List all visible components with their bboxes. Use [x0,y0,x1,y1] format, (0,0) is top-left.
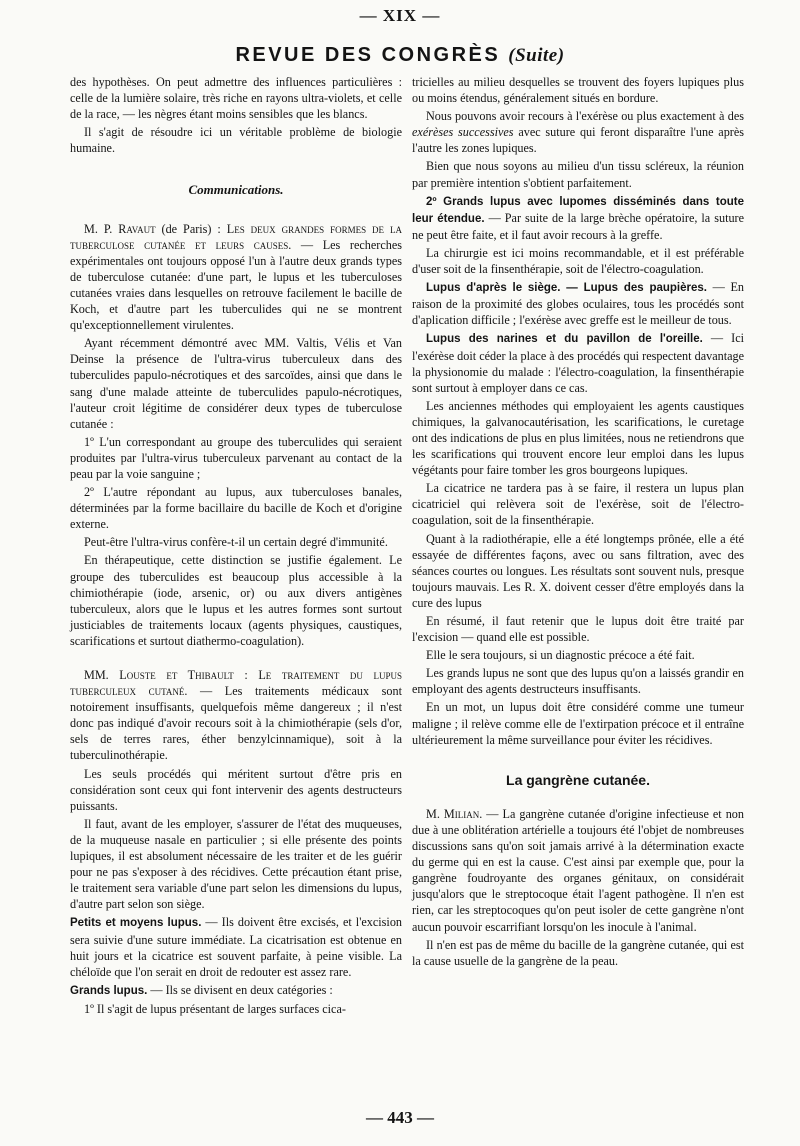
paragraph: Peut-être l'ultra-virus confère-t-il un certain degré d'immunité. [84,535,388,550]
lupus-siege-paragraph [412,279,744,328]
section-title-suffix: (Suite) [508,45,565,66]
communications-heading: Communications. [188,182,284,198]
subheading-label: Petits et moyens lupus. [70,917,202,930]
paragraph-text: Nous pouvons avoir recours à l'exérèse ou plus exactement à des [426,109,744,124]
author-name: MM. Louste et Thibault : [84,668,248,682]
paragraph: Quant à la radiothérapie, elle a été longtemps prônée, elle a été essayée de différentes façons, avec ou sans filtration, avec des séances courtes ou longues. Les résultats sont souvent nuls, presque toujours mauvais. Les R. X. doivent cesser d'être employés dans la cure des lupus [412,531,744,610]
paragraph: tricielles au milieu desquelles se trouvent des foyers lupiques plus ou moins étendus, généralement situés en bordure. [412,75,744,106]
paragraph: Les seuls procédés qui méritent surtout d'être pris en considération sont ceux qui font intervenir des agents destructeurs puissants. [70,766,402,813]
gangrene-heading: La gangrène cutanée. [506,771,650,788]
emphasis-text: exérèses successives [412,125,514,140]
page-folio: — 443 — [366,1108,434,1127]
paragraph: Les grands lupus ne sont que des lupus qu'on a laissés grandir en employant des agents destructeurs insuffisants. [412,666,744,697]
ravaut-paragraph [70,221,402,334]
milian-paragraph [412,806,744,935]
section-title-text: REVUE DES CONGRÈS [235,44,501,66]
subheading-label: Lupus des narines et du pavillon de l'oreille. [426,333,703,346]
paragraph-text: — Ils se divisent en deux catégories : [150,982,333,997]
paragraph: 1º Il s'agit de lupus présentant de larges surfaces cica- [84,1001,346,1016]
louste-paragraph [70,667,402,764]
paragraph: Les anciennes méthodes qui employaient les agents caustiques chimiques, la galvanocautérisation, les scarifications, le curetage ont des indications de plus en plus limitées, nous ne retiendrons que les scarifications qui trouvent encore leur emploi dans les lupus végétants pour faire tomber les gros bourgeons lupiques. [412,398,744,478]
grands-lupus-paragraph [70,982,402,999]
journal-section-title [0,44,800,67]
paragraph-text: avec suture qui feront disparaître l'une après l'autre les zones lupiques. [412,125,745,156]
petits-lupus-paragraph [70,914,402,979]
right-column [412,74,744,971]
left-column [70,74,402,1019]
communication-text: — Les traitements médicaux sont notoirement insuffisants, quelquefois même dangereux ; il n'est donc pas indiqué d'avoir recours soit à la chimiothérapie (sels d'or, sels de terres rares, éther benzylcinnamique), soit à la tuberculinothérapie. [70,684,403,763]
author-name: M. Milian. [426,806,483,821]
paragraph: La cicatrice ne tardera pas à se faire, il restera un lupus plan cicatriciel qui relèvera soit de l'exérèse, soit de l'électro-coagulation, soit de la finsenthérapie. [412,481,744,528]
subheading-label: 2º Grands lupus avec lupomes disséminés dans toute leur étendue. [412,195,744,225]
paragraph: En résumé, il faut retenir que le lupus doit être traité par l'excision — quand elle est possible. [412,614,744,645]
page-number-roman: — XIX — [359,6,441,25]
paragraph: Il n'en est pas de même du bacille de la gangrène cutanée, qui est la cause usuelle de la gangrène de la peau. [412,937,744,968]
paragraph: des hypothèses. On peut admettre des influences particulières : celle de la lumière solaire, très riche en rayons ultra-violets, et celle de la race, — les nègres étant moins sensibles que les blancs. [70,75,402,122]
spacer [70,651,402,667]
paragraph: Ayant récemment démontré avec MM. Valtis, Vélis et Van Deinse la présence de l'ultra-virus tuberculeux dans des tuberculides papulo-nécrotiques et des sarcoïdes, ainsi que dans le sang d'une malade atteinte de tuberculides papulo-nécrotiques, l'auteur croit légitime de considérer deux types de tuberculose cutanée : [70,336,402,431]
communication-text: — La gangrène cutanée d'origine infectieuse et non due à une oblitération artérielle a toujours été l'objet de nombreuses discussions sans qu'on soit jamais arrivé à la détermination exacte du germe qui en est la cause. C'est ainsi par exemple que, pour la gangrène foudroyante des organes génitaux, on considérait jusqu'alors que le streptocoque était l'agent pathogène. Il n'en est rien, car les streptocoques qu'on peut isoler de cette gangrène n'ont aucun pouvoir escarrifiant lorsqu'on les inocule à l'animal. [412,806,744,934]
paragraph: Bien que nous soyons au milieu d'un tissu scléreux, la réunion par première intention s'obtient parfaitement. [412,159,744,190]
paragraph-text: — Ils doivent être excisés, et l'excision sera suivie d'une suture immédiate. La cicatrisation est obtenue en huit jours et la cicatrice est souvent parfaite, à peine visible. La chéloïde que l'on serait en droit de redouter est assez rare. [70,915,403,979]
paragraph: 2º L'autre répondant au lupus, aux tuberculoses banales, déterminées par la forme bacillaire du bacille de Koch et d'origine externe. [70,485,402,532]
communication-text: — Les recherches expérimentales ont toujours opposé l'un à l'autre deux grands types de tuberculose cutanée: d'une part, le lupus et les tuberculoses cutanées vraies dans lesquelles on retrouve facilement le bacille de Koch, et d'autre part les tuberculides qui ne se montrent qu'exceptionnellement virulentes. [70,237,402,333]
paragraph: Il s'agit de résoudre ici un véritable problème de biologie humaine. [70,125,402,156]
subheading-label: Grands lupus. [70,984,148,997]
paragraph-text: — Par suite de la large brèche opératoire, la suture ne peut être faite, et il faut avoir recours à la greffe. [412,210,745,242]
subheading-label: Lupus d'après le siège. — Lupus des paupières. [426,282,707,295]
paragraph-text: — Ici l'exérèse doit céder la place à des procédés qui respectent davantage la physionomie du malade : l'électro-coagulation, la finsenthérapie sont surtout à employer dans ce cas. [412,331,744,395]
paragraph: Elle le sera toujours, si un diagnostic précoce a été fait. [426,648,695,663]
author-place: (de Paris) : [161,221,221,236]
author-name: M. P. Ravaut [84,221,156,236]
paragraph: La chirurgie est ici moins recommandable, et il est préférable d'user soit de la finsenthérapie, soit de l'électro-coagulation. [412,245,744,277]
paragraph: En thérapeutique, cette distinction se justifie également. Le groupe des tuberculides est beaucoup plus accessible à la chimiothérapie (iode, arsenic, or) ou aux divers antigènes tuberculeux, alors que le lupus et les autres formes sont surtout justiciables de traitements locaux (agents physiques, caustiques, scarifications et surtout diathermo-coagulation). [70,553,402,648]
paragraph: Il faut, avant de les employer, s'assurer de l'état des muqueuses, de la muqueuse nasale en particulier ; si elle présente des points lupiques, il est absolument nécessaire de les traiter et de les guérir pour ne pas s'exposer à des récidives. Cette précaution étant prise, le traitement sera variable d'une part selon les dimensions du lupus, d'autre part selon son siège. [70,816,402,912]
exerese-paragraph [412,108,744,156]
grands-lupus-2-paragraph [412,193,744,243]
communication-title: Les deux grandes formes de la tuberculose cutanée et leurs causes. [70,221,402,252]
paragraph: En un mot, un lupus doit être considéré comme une tumeur maligne ; il relève comme elle de l'extirpation précoce et il entraîne ultérieurement la même surveillance pour éviter les récidives. [412,700,744,747]
paragraph: 1º L'un correspondant au groupe des tuberculides qui seraient produites par l'ultra-virus tuberculeux parvenant au contact de la peau par la voie sanguine ; [70,434,402,481]
lupus-narines-paragraph [412,330,744,395]
communication-title: Le traitement du lupus tuberculeux cutané. [70,668,402,699]
paragraph-text: — En raison de la proximité des globes oculaires, tous les procédés sont d'aplication difficile ; l'exérèse avec greffe est le meilleur de tous. [412,280,744,328]
